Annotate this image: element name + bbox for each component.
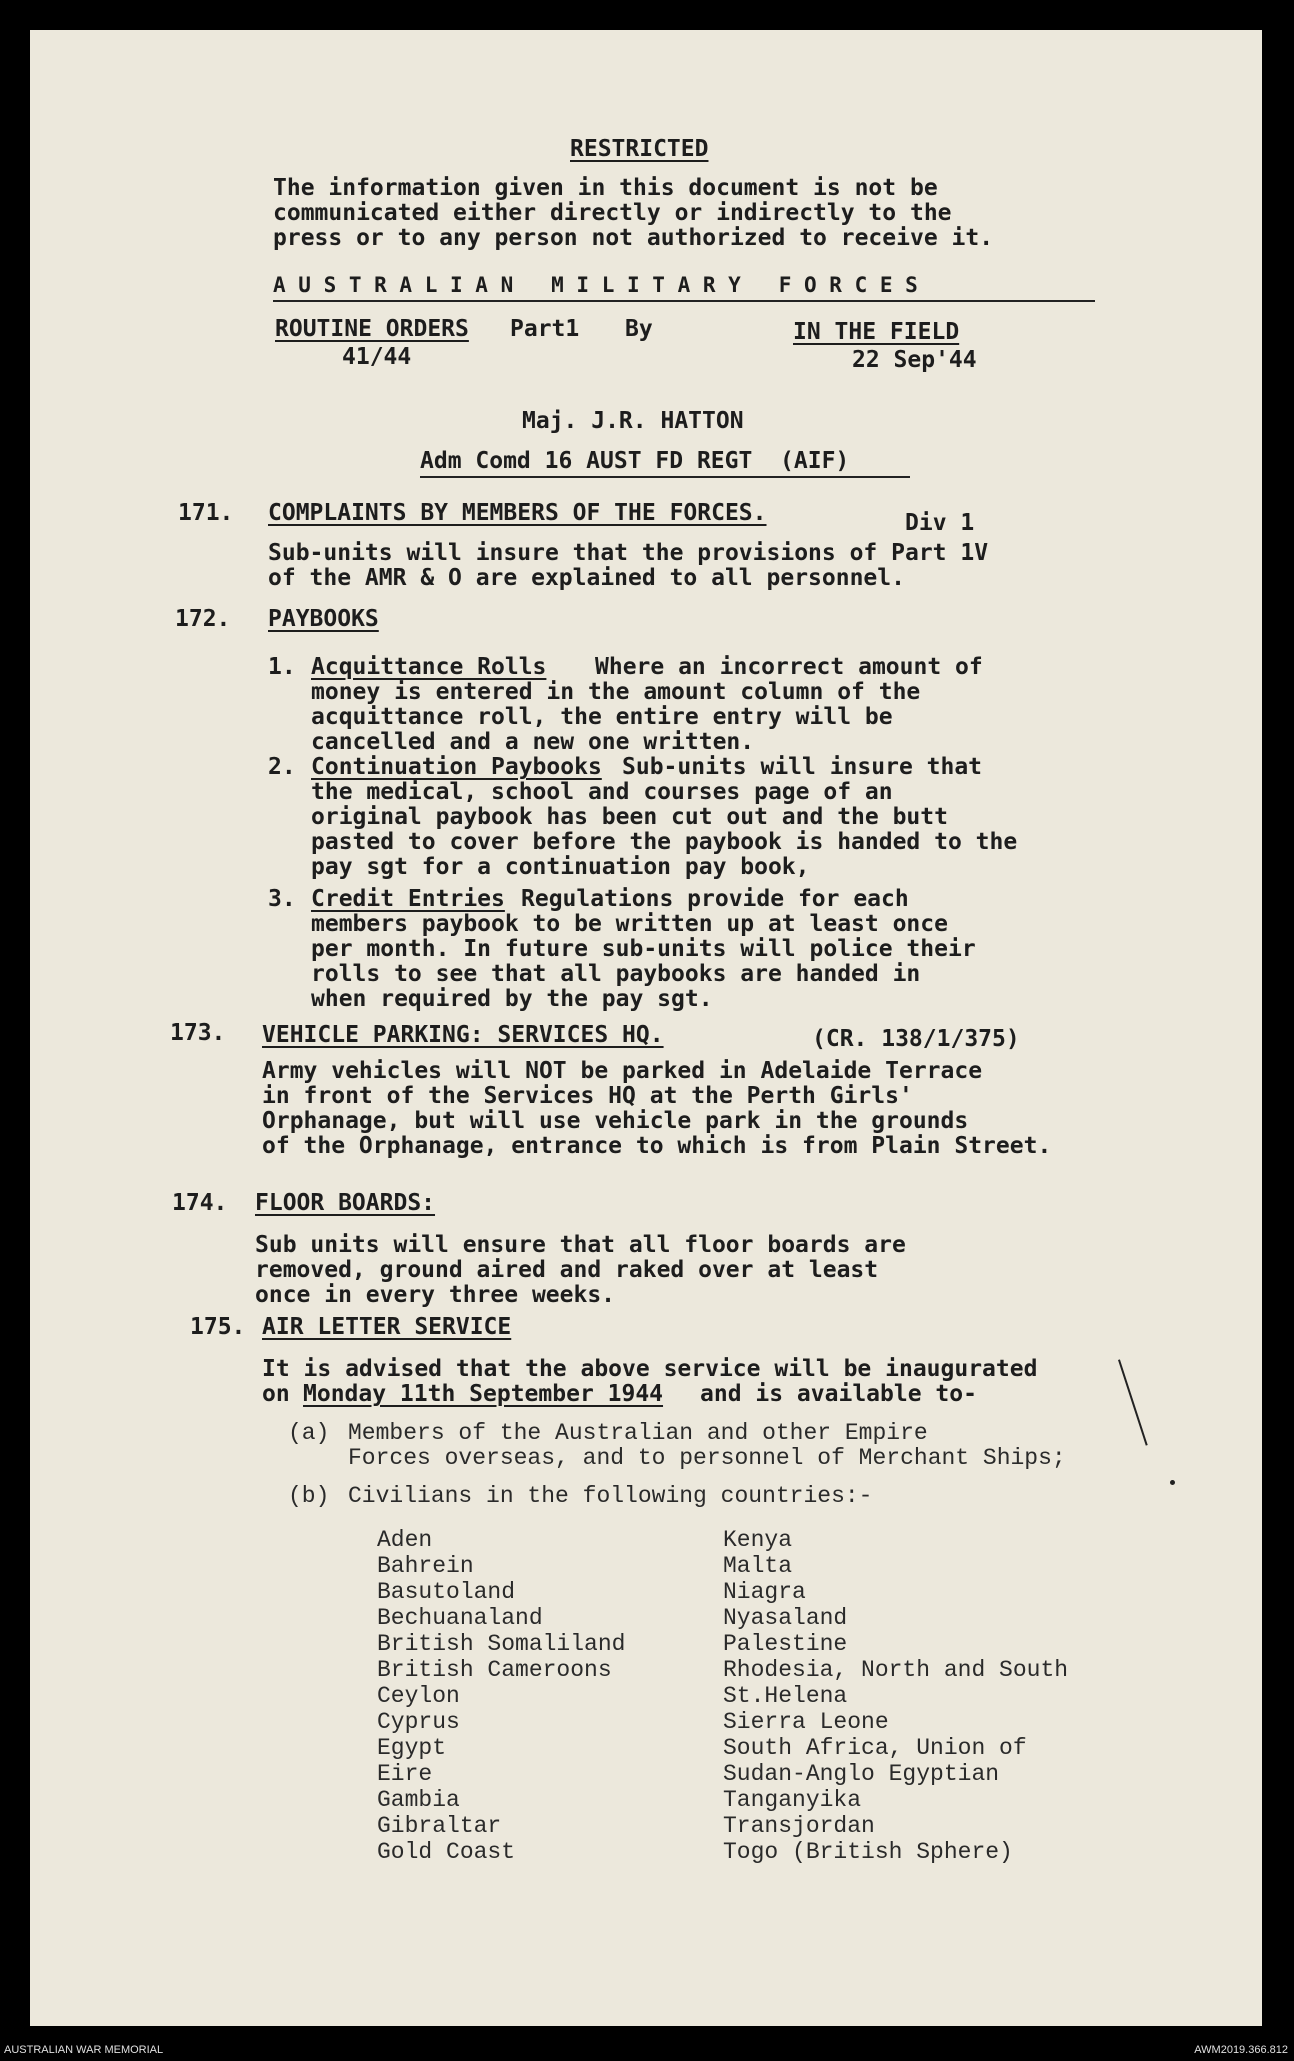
country-name: Transjordan <box>723 1813 875 1839</box>
country-name: Basutoland <box>377 1579 516 1605</box>
countries-right-column <box>723 1527 1068 1865</box>
country-name: Ceylon <box>377 1683 460 1709</box>
paybook-item-3-number: 3. <box>268 886 296 912</box>
paybook-item-2-line-2: the medical, school and courses page of an <box>311 779 893 805</box>
country-name: Sudan-Anglo Egyptian <box>723 1761 1000 1787</box>
restricted-heading: RESTRICTED <box>570 136 709 162</box>
section-175-number: 175. <box>190 1314 246 1340</box>
item-b-label: (b) <box>288 1483 330 1509</box>
paybook-item-2-line-4: pasted to cover before the paybook is handed to the <box>311 829 1018 855</box>
country-name: Bechuanaland <box>377 1605 543 1631</box>
paybook-item-1-line-4: cancelled and a new one written. <box>311 729 755 755</box>
paybook-item-3-line-2: members paybook to be written up at least once <box>311 911 948 937</box>
paybook-item-3-line-4: rolls to see that all paybooks are handed in <box>311 961 921 987</box>
command-line: Adm Comd 16 AUST FD REGT (AIF) <box>420 448 850 474</box>
section-173-number: 173. <box>170 1020 226 1046</box>
in-the-field-label: IN THE FIELD <box>793 319 960 345</box>
country-name: Malta <box>723 1553 793 1579</box>
routine-orders-label: ROUTINE ORDERS <box>275 316 469 342</box>
section-174-line-1: Sub units will ensure that all floor boards are <box>255 1232 906 1258</box>
paybook-item-3-first-line: Regulations provide for each <box>521 886 909 912</box>
country-name: Tanganyika <box>723 1787 862 1813</box>
paybook-item-2-line-5: pay sgt for a continuation pay book, <box>311 854 810 880</box>
country-name: Niagra <box>723 1579 806 1605</box>
section-171-line-2: of the AMR & O are explained to all personnel. <box>268 565 905 591</box>
paybook-item-3-line-3: per month. In future sub-units will police their <box>311 936 976 962</box>
section-171-number: 171. <box>178 500 234 526</box>
section-173-title: VEHICLE PARKING: SERVICES HQ. <box>262 1022 664 1048</box>
ink-dot-mark <box>1170 1480 1175 1485</box>
country-name: British Somaliland <box>377 1631 626 1657</box>
forces-underline <box>273 300 1095 302</box>
country-name: Togo (British Sphere) <box>723 1839 1013 1865</box>
section-171-div: Div 1 <box>905 510 975 536</box>
part-label: Part1 <box>510 316 580 342</box>
country-name: Sierra Leone <box>723 1709 889 1735</box>
forces-title: A U S T R A L I A N M I L I T A R Y F O R C E S <box>273 273 918 297</box>
country-name: Aden <box>377 1527 433 1553</box>
section-173-line-1: Army vehicles will NOT be parked in Adelaide Terrace <box>262 1058 983 1084</box>
section-175-intro-tail: and is available to- <box>700 1381 977 1407</box>
section-172-number: 172. <box>175 606 231 632</box>
section-173-reference: (CR. 138/1/375) <box>812 1026 1020 1052</box>
paybook-item-3-line-5: when required by the pay sgt. <box>311 986 713 1012</box>
command-underline <box>420 476 910 478</box>
notice-line-2: communicated either directly or indirectly to the <box>273 200 952 226</box>
archive-credit: AUSTRALIAN WAR MEMORIAL <box>4 2044 164 2056</box>
order-date: 22 Sep'44 <box>852 347 977 373</box>
section-173-line-4: of the Orphanage, entrance to which is from Plain Street. <box>262 1133 1052 1159</box>
section-171-line-1: Sub-units will insure that the provisions of Part 1V <box>268 540 989 566</box>
section-174-title: FLOOR BOARDS: <box>255 1190 436 1216</box>
paybook-item-2-first-line: Sub-units will insure that <box>622 754 983 780</box>
country-name: British Cameroons <box>377 1657 612 1683</box>
section-174-number: 174. <box>172 1190 228 1216</box>
item-b-text: Civilians in the following countries:- <box>348 1483 873 1509</box>
officer-name: Maj. J.R. HATTON <box>522 408 744 434</box>
paybook-item-3-title: Credit Entries <box>311 886 505 912</box>
country-name: Gibraltar <box>377 1813 502 1839</box>
item-a-line-2: Forces overseas, and to personnel of Merchant Ships; <box>348 1445 1066 1471</box>
notice-line-3: press or to any person not authorized to receive it. <box>273 225 994 251</box>
country-name: Gambia <box>377 1787 460 1813</box>
country-name: Gold Coast <box>377 1839 516 1865</box>
section-174-line-3: once in every three weeks. <box>255 1282 616 1308</box>
country-name: Nyasaland <box>723 1605 848 1631</box>
archive-reference: AWM2019.366.812 <box>1194 2044 1288 2056</box>
paybook-item-2-line-3: original paybook has been cut out and the butt <box>311 804 948 830</box>
notice-line-1: The information given in this document is not be <box>273 175 938 201</box>
paybook-item-1-first-line: Where an incorrect amount of <box>595 654 983 680</box>
country-name: Eire <box>377 1761 433 1787</box>
paybook-item-1-line-3: acquittance roll, the entire entry will be <box>311 704 893 730</box>
by-label: By <box>625 316 653 342</box>
section-172-title: PAYBOOKS <box>268 606 379 632</box>
country-name: Palestine <box>723 1631 848 1657</box>
paybook-item-2-number: 2. <box>268 754 296 780</box>
section-174-line-2: removed, ground aired and raked over at least <box>255 1257 879 1283</box>
country-name: South Africa, Union of <box>723 1735 1027 1761</box>
order-number: 41/44 <box>342 344 412 370</box>
country-name: Egypt <box>377 1735 447 1761</box>
paybook-item-1-title: Acquittance Rolls <box>311 654 547 680</box>
country-name: Rhodesia, North and South <box>723 1657 1069 1683</box>
document-page <box>30 30 1262 2026</box>
paybook-item-2-title: Continuation Paybooks <box>311 754 602 780</box>
section-175-intro-date: Monday 11th September 1944 <box>303 1381 664 1407</box>
pen-stroke-mark <box>1118 1359 1148 1445</box>
countries-left-column <box>377 1527 625 1865</box>
item-a-line-1: Members of the Australian and other Empire <box>348 1420 928 1446</box>
section-173-line-2: in front of the Services HQ at the Perth Girls' <box>262 1083 913 1109</box>
item-a-label: (a) <box>288 1420 330 1446</box>
country-name: Kenya <box>723 1527 793 1553</box>
section-171-title: COMPLAINTS BY MEMBERS OF THE FORCES. <box>268 500 767 526</box>
section-175-title: AIR LETTER SERVICE <box>262 1314 512 1340</box>
country-name: Cyprus <box>377 1709 460 1735</box>
paybook-item-1-line-2: money is entered in the amount column of the <box>311 679 921 705</box>
country-name: Bahrein <box>377 1553 474 1579</box>
paybook-item-1-number: 1. <box>268 654 296 680</box>
country-name: St.Helena <box>723 1683 848 1709</box>
section-175-intro-on: on <box>262 1381 290 1407</box>
section-173-line-3: Orphanage, but will use vehicle park in the grounds <box>262 1108 969 1134</box>
section-175-intro-line-1: It is advised that the above service will be inaugurated <box>262 1356 1038 1382</box>
